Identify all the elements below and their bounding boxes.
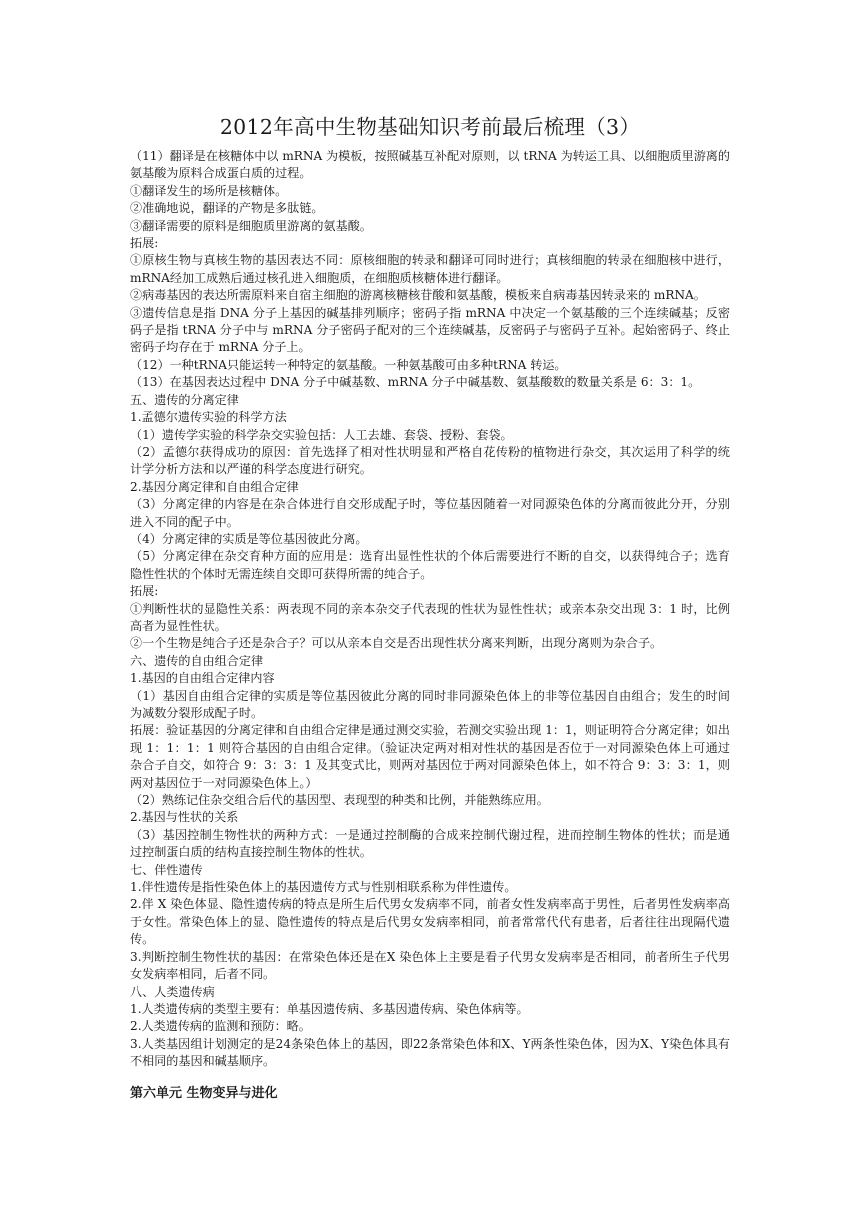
paragraph: （4）分离定律的实质是等位基因彼此分离。 [130, 531, 368, 546]
document-page [130, 112, 730, 1103]
paragraph: 1.伴性遗传是指性染色体上的基因遗传方式与性别相联系称为伴性遗传。 [130, 880, 517, 895]
paragraph: （3）分离定律的内容是在杂合体进行自交形成配子时，等位基因随着一对同源染色体的分离而彼此分开，分别进入不同的配子中。 [130, 497, 730, 529]
paragraph: ②准确地说，翻译的产物是多肽链。 [130, 201, 324, 216]
unit-heading: 第六单元 生物变异与进化 [130, 1085, 278, 1101]
paragraph: （2）孟德尔获得成功的原因：首先选择了相对性状明显和严格自花传粉的植物进行杂交，其次运用了科学的统计学分析方法和以严谨的科学态度进行研究。 [130, 444, 730, 477]
paragraph: 1.人类遗传病的类型主要有：单基因遗传病、多基因遗传病、染色体病等。 [130, 1001, 529, 1016]
paragraph: ③翻译需要的原料是细胞质里游离的氨基酸。 [130, 218, 372, 233]
paragraph: 3.判断控制生物性状的基因：在常染色体还是在X 染色体上主要是看子代男女发病率是否相同，前者所生子代男女发病率相同，后者不同。 [130, 949, 730, 982]
paragraph: （13）在基因表达过程中 DNA 分子中碱基数、mRNA 分子中碱基数、氨基酸数的数量关系是 6：3：1。 [130, 375, 701, 390]
paragraph: ①翻译发生的场所是核糖体。 [130, 183, 288, 198]
paragraph: （1）基因自由组合定律的实质是等位基因彼此分离的同时非同源染色体上的非等位基因自由组合；发生的时间为减数分裂形成配子时。 [130, 688, 730, 720]
paragraph: 1.孟德尔遗传实验的科学方法 [130, 410, 287, 425]
paragraph: 3.人类基因组计划测定的是24条染色体上的基因，即22条常染色体和X、Y两条性染色体，因为X、Y染色体具有不相同的基因和碱基顺序。 [130, 1036, 730, 1069]
paragraph: 拓展：验证基因的分离定律和自由组合定律是通过测交实验，若测交实验出现 1：1，则证明符合分离定律；如出现 1：1：1：1 则符合基因的自由组合定律。（验证决定两对相对性状的基因是否位于一对同源染色体上可通过杂合子自交，如符合 9：3：3：1 及其变式比，则两对基因位于两对同源染色体上，如不符合 9：3：3：1，则两对基因位于一对同源染色体上。） [130, 723, 730, 790]
paragraph: （2）熟练记住杂交组合后代的基因型、表现型的种类和比例，并能熟练应用。 [130, 793, 549, 808]
paragraph: 七、伴性遗传 [130, 862, 203, 877]
paragraph: 拓展: [130, 236, 159, 251]
paragraph: 2.基因分离定律和自由组合定律 [130, 479, 299, 494]
paragraph: （1）遗传学实验的科学杂交实验包括：人工去雄、套袋、授粉、套袋。 [130, 427, 513, 442]
paragraph: （11）翻译是在核糖体中以 mRNA 为模板，按照碱基互补配对原则，以 tRNA 为转运工具、以细胞质里游离的氨基酸为原料合成蛋白质的过程。 [130, 149, 730, 181]
paragraph: ①原核生物与真核生物的基因表达不同：原核细胞的转录和翻译可同时进行；真核细胞的转录在细胞核中进行，mRNA经加工成熟后通过核孔进入细胞质，在细胞质核糖体进行翻译。 [130, 253, 730, 285]
paragraph: 2.基因与性状的关系 [130, 810, 239, 825]
paragraph: 拓展: [130, 584, 159, 599]
paragraph: 2.伴 X 染色体显、隐性遗传病的特点是所生后代男女发病率不同，前者女性发病率高于男性，后者男性发病率高于女性。常染色体上的显、隐性遗传的特点是后代男女发病率相同，前者常常代代有患者，后者往往出现隔代遗传。 [130, 897, 730, 947]
paragraph: ②一个生物是纯合子还是杂合子？可以从亲本自交是否出现性状分离来判断，出现分离则为杂合子。 [130, 636, 663, 651]
paragraph: 八、人类遗传病 [130, 984, 215, 999]
paragraph: 五、遗传的分离定律 [130, 392, 239, 407]
paragraph: ①判断性状的显隐性关系：两表现不同的亲本杂交子代表现的性状为显性性状；或亲本杂交出现 3：1 时，比例高者为显性性状。 [130, 601, 730, 633]
paragraph: 1.基因的自由组合定律内容 [130, 671, 275, 686]
paragraph: （3）基因控制生物性状的两种方式：一是通过控制酶的合成来控制代谢过程，进而控制生物体的性状；而是通过控制蛋白质的结构直接控制生物体的性状。 [130, 827, 730, 860]
paragraph: （12）一种tRNA只能运转一种特定的氨基酸。一种氨基酸可由多种tRNA 转运。 [130, 357, 567, 372]
paragraph: 六、遗传的自由组合定律 [130, 653, 264, 668]
paragraph: 2.人类遗传病的监测和预防：略。 [130, 1019, 311, 1034]
document-title: 2012年高中生物基础知识考前最后梳理（3） [219, 115, 641, 139]
paragraph: ③遗传信息是指 DNA 分子上基因的碱基排列顺序；密码子指 mRNA 中决定一个氨基酸的三个连续碱基；反密码子是指 tRNA 分子中与 mRNA 分子密码子配对的三个连续碱基，反密码子与密码子互补。起始密码子、终止密码子均存在于 mRNA 分子上。 [130, 305, 730, 355]
document-body [130, 148, 730, 1071]
paragraph: ②病毒基因的表达所需原料来自宿主细胞的游离核糖核苷酸和氨基酸，模板来自病毒基因转录来的 mRNA。 [130, 288, 706, 303]
paragraph: （5）分离定律在杂交育种方面的应用是：选育出显性性状的个体后需要进行不断的自交，以获得纯合子；选育隐性性状的个体时无需连续自交即可获得所需的纯合子。 [130, 549, 730, 581]
spacer [130, 1071, 730, 1085]
